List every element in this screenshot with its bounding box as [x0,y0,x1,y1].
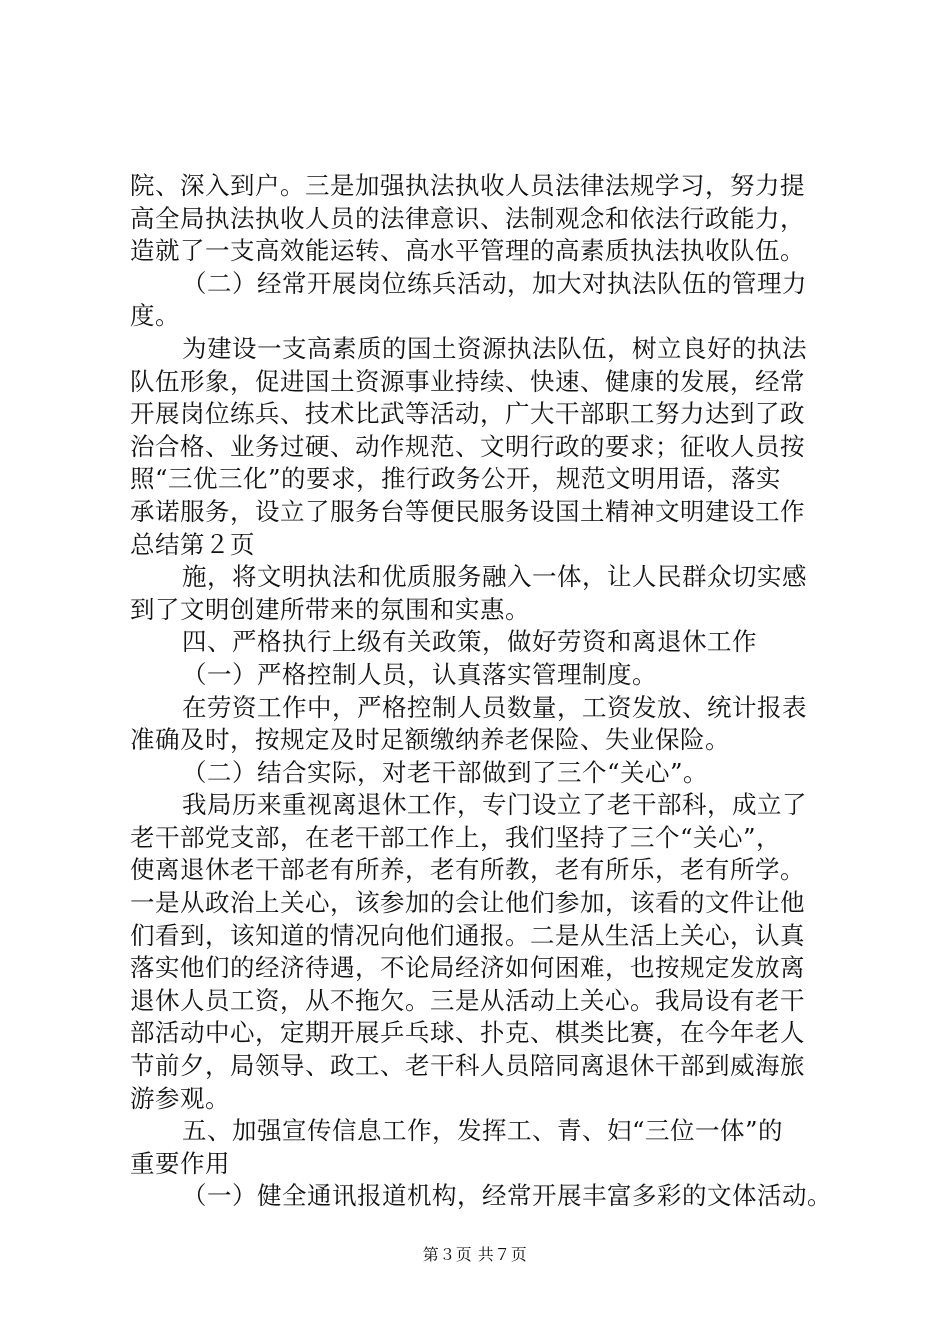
text-line: 重要作用 [130,1148,230,1178]
text-line: （一）严格控制人员，认真落实管理制度。 [182,659,657,689]
text-line: （二）经常开展岗位练兵活动，加大对执法队伍的管理力 [182,268,807,298]
text-line: 部活动中心，定期开展乒乓球、扑克、棋类比赛，在今年老人 [130,1018,805,1048]
text-line: 准确及时，按规定及时足额缴纳养老保险、失业保险。 [130,725,730,755]
text-line: 队伍形象，促进国土资源事业持续、快速、健康的发展，经常 [130,366,805,396]
text-line: 游参观。 [130,1083,230,1113]
text-line: （二）结合实际，对老干部做到了三个“关心”。 [182,757,709,787]
text-line: 我局历来重视离退休工作，专门设立了老干部科，成立了 [182,790,807,820]
text-line: 四、严格执行上级有关政策，做好劳资和离退休工作 [182,627,757,657]
text-line: 总结第２页 [130,529,255,559]
text-line: 在劳资工作中，严格控制人员数量，工资发放、统计报表 [182,692,807,722]
text-line: 节前夕，局领导、政工、老干科人员陪同离退休干部到威海旅 [130,1051,805,1081]
text-line: 一是从政治上关心，该参加的会让他们参加，该看的文件让他 [130,888,805,918]
text-line: 开展岗位练兵、技术比武等活动，广大干部职工努力达到了政 [130,399,805,429]
text-line: 五、加强宣传信息工作，发挥工、青、妇“三位一体”的 [182,1116,784,1146]
text-line: 落实他们的经济待遇，不论局经济如何困难，也按规定发放离 [130,953,805,983]
text-line: 老干部党支部，在老干部工作上，我们坚持了三个“关心”， [130,822,782,852]
text-line: 高全局执法执收人员的法律意识、法制观念和依法行政能力， [130,203,805,233]
text-line: 退休人员工资，从不拖欠。三是从活动上关心。我局设有老干 [130,985,805,1015]
text-line: 治合格、业务过硬、动作规范、文明行政的要求；征收人员按 [130,431,805,461]
text-line: 造就了一支高效能运转、高水平管理的高素质执法执收队伍。 [130,236,805,266]
document-body [130,170,850,1213]
text-line: 度。 [130,301,180,331]
text-line: 使离退休老干部老有所养，老有所教，老有所乐，老有所学。 [130,855,805,885]
text-line: 院、深入到户。三是加强执法执收人员法律法规学习，努力提 [130,171,805,200]
text-line: 为建设一支高素质的国土资源执法队伍，树立良好的执法 [182,333,807,363]
page-footer: 第３页 共７页 [422,1245,528,1264]
text-line: 们看到，该知道的情况向他们通报。二是从生活上关心，认真 [130,920,805,950]
text-line: 施，将文明执法和优质服务融入一体，让人民群众切实感 [182,562,807,592]
text-line: （一）健全通讯报道机构，经常开展丰富多彩的文体活动。 [182,1181,832,1211]
text-line: 承诺服务，设立了服务台等便民服务设国土精神文明建设工作 [130,496,805,526]
text-line: 照“三优三化”的要求，推行政务公开，规范文明用语，落实 [130,464,782,494]
text-line: 到了文明创建所带来的氛围和实惠。 [130,594,530,624]
